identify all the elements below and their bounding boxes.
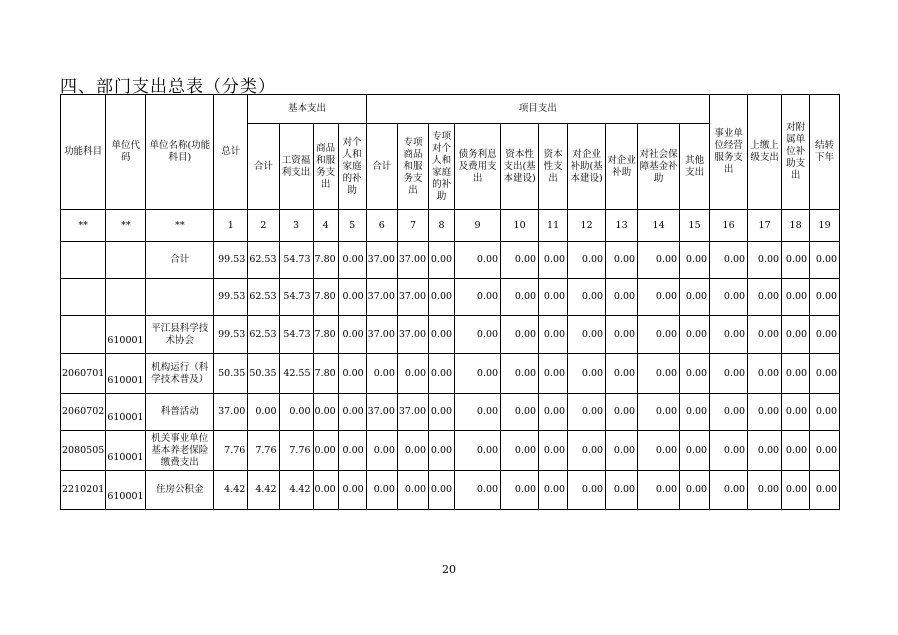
value-cell: 0.00: [397, 354, 428, 394]
index-cell: 16: [710, 210, 748, 242]
value-cell: 0.00: [539, 242, 568, 279]
value-cell: 0.00: [606, 431, 638, 471]
value-cell: 0.00: [606, 242, 638, 279]
value-cell: 0.00: [638, 431, 680, 471]
value-cell: 0.00: [366, 471, 397, 510]
value-cell: 0.00: [539, 394, 568, 431]
value-cell: 0.00: [568, 431, 606, 471]
header-project-col: 债务利息及费用支出: [455, 124, 501, 210]
value-cell: 0.00: [338, 242, 366, 279]
value-cell: 7.80: [313, 316, 338, 354]
value-cell: 0.00: [810, 354, 840, 394]
value-cell: 0.00: [810, 471, 840, 510]
func-code-cell: 2080505: [61, 431, 106, 471]
value-cell: 0.00: [710, 279, 748, 316]
value-cell: 54.73: [279, 316, 313, 354]
value-cell: 0.00: [338, 394, 366, 431]
index-cell: 8: [429, 210, 455, 242]
table-row: [61, 431, 840, 471]
value-cell: 62.53: [248, 242, 279, 279]
value-cell: 0.00: [748, 471, 782, 510]
value-cell: 0.00: [429, 279, 455, 316]
value-cell: 4.42: [279, 471, 313, 510]
page-number: 20: [442, 563, 456, 576]
expenditure-table: [60, 94, 840, 510]
header-project-col: 资本性支出: [539, 124, 568, 210]
header-tail-col: 对附属单位补助支出: [782, 95, 810, 210]
value-cell: 0.00: [501, 316, 539, 354]
header-project-col: 专项对个人和家庭的补助: [429, 124, 455, 210]
value-cell: 37.00: [366, 394, 397, 431]
value-cell: 7.80: [313, 354, 338, 394]
index-cell: 10: [501, 210, 539, 242]
page-title: 四、部门支出总表（分类）: [60, 77, 276, 97]
index-cell: 17: [748, 210, 782, 242]
value-cell: 7.76: [279, 431, 313, 471]
unit-code-cell: [106, 242, 146, 279]
index-row: [61, 210, 840, 242]
value-cell: 0.00: [810, 279, 840, 316]
value-cell: 0.00: [338, 316, 366, 354]
value-cell: 62.53: [248, 279, 279, 316]
value-cell: 0.00: [748, 354, 782, 394]
header-func-code: 功能科目: [61, 95, 106, 210]
value-cell: 0.00: [810, 316, 840, 354]
index-cell: 6: [366, 210, 397, 242]
value-cell: 0.00: [748, 279, 782, 316]
unit-name-cell: 科普活动: [146, 394, 214, 431]
value-cell: 37.00: [366, 316, 397, 354]
value-cell: 0.00: [455, 471, 501, 510]
value-cell: 0.00: [568, 242, 606, 279]
value-cell: 0.00: [429, 471, 455, 510]
value-cell: 0.00: [710, 316, 748, 354]
value-cell: 0.00: [455, 242, 501, 279]
value-cell: 99.53: [214, 279, 248, 316]
value-cell: 0.00: [680, 431, 710, 471]
unit-code-cell: 610001: [106, 394, 146, 431]
value-cell: 0.00: [606, 354, 638, 394]
value-cell: 0.00: [455, 431, 501, 471]
value-cell: 0.00: [638, 471, 680, 510]
header-unit-name: 单位名称(功能科目): [146, 95, 214, 210]
value-cell: 0.00: [501, 471, 539, 510]
value-cell: 0.00: [810, 242, 840, 279]
index-cell: 14: [638, 210, 680, 242]
value-cell: 0.00: [455, 316, 501, 354]
value-cell: 0.00: [748, 431, 782, 471]
value-cell: 0.00: [568, 354, 606, 394]
value-cell: 0.00: [782, 354, 810, 394]
value-cell: 0.00: [810, 394, 840, 431]
value-cell: 0.00: [782, 431, 810, 471]
value-cell: 0.00: [539, 471, 568, 510]
value-cell: 0.00: [501, 279, 539, 316]
func-code-cell: [61, 316, 106, 354]
value-cell: 0.00: [397, 471, 428, 510]
header-total: 总计: [214, 95, 248, 210]
value-cell: 4.42: [214, 471, 248, 510]
value-cell: 0.00: [539, 354, 568, 394]
header-project-col: 其他支出: [680, 124, 710, 210]
value-cell: 0.00: [338, 471, 366, 510]
index-cell: **: [106, 210, 146, 242]
value-cell: 0.00: [429, 354, 455, 394]
header-basic-col: 商品和服务支出: [313, 124, 338, 210]
header-project-col: 对社会保障基金补助: [638, 124, 680, 210]
header-basic-col: 合计: [248, 124, 279, 210]
index-cell: **: [146, 210, 214, 242]
value-cell: 0.00: [710, 431, 748, 471]
value-cell: 0.00: [710, 354, 748, 394]
value-cell: 0.00: [455, 394, 501, 431]
index-cell: 11: [539, 210, 568, 242]
value-cell: 37.00: [214, 394, 248, 431]
value-cell: 0.00: [606, 279, 638, 316]
value-cell: 0.00: [606, 471, 638, 510]
value-cell: 50.35: [248, 354, 279, 394]
index-cell: 19: [810, 210, 840, 242]
unit-name-cell: 住房公积金: [146, 471, 214, 510]
header-project-col: 对企业补助: [606, 124, 638, 210]
value-cell: 0.00: [366, 354, 397, 394]
unit-code-cell: [106, 279, 146, 316]
value-cell: 0.00: [680, 394, 710, 431]
value-cell: 0.00: [810, 431, 840, 471]
value-cell: 0.00: [313, 394, 338, 431]
index-cell: 18: [782, 210, 810, 242]
value-cell: 0.00: [539, 316, 568, 354]
header-project-col: 专项商品和服务支出: [397, 124, 428, 210]
index-cell: 13: [606, 210, 638, 242]
value-cell: 37.00: [366, 242, 397, 279]
value-cell: 0.00: [638, 279, 680, 316]
value-cell: 0.00: [397, 431, 428, 471]
header-project-col: 资本性支出(基本建设): [501, 124, 539, 210]
value-cell: 0.00: [338, 279, 366, 316]
unit-code-cell: 610001: [106, 471, 146, 510]
value-cell: 0.00: [782, 279, 810, 316]
value-cell: 0.00: [501, 242, 539, 279]
value-cell: 0.00: [313, 431, 338, 471]
value-cell: 37.00: [397, 279, 428, 316]
value-cell: 37.00: [397, 316, 428, 354]
header-tail-col: 事业单位经营服务支出: [710, 95, 748, 210]
header-tail-col: 结转下年: [810, 95, 840, 210]
value-cell: 0.00: [606, 394, 638, 431]
value-cell: 0.00: [501, 394, 539, 431]
value-cell: 0.00: [680, 354, 710, 394]
table-row: [61, 354, 840, 394]
index-cell: 15: [680, 210, 710, 242]
value-cell: 99.53: [214, 242, 248, 279]
index-cell: 2: [248, 210, 279, 242]
value-cell: 7.80: [313, 279, 338, 316]
table-row: [61, 316, 840, 354]
func-code-cell: 2210201: [61, 471, 106, 510]
unit-code-cell: 610001: [106, 354, 146, 394]
value-cell: 0.00: [429, 394, 455, 431]
header-unit-code: 单位代码: [106, 95, 146, 210]
value-cell: 0.00: [638, 242, 680, 279]
value-cell: 54.73: [279, 279, 313, 316]
value-cell: 0.00: [748, 242, 782, 279]
value-cell: 0.00: [248, 394, 279, 431]
value-cell: 0.00: [568, 394, 606, 431]
value-cell: 0.00: [338, 431, 366, 471]
value-cell: 0.00: [568, 471, 606, 510]
header-project-col: 对企业补助(基本建设): [568, 124, 606, 210]
table-row: [61, 279, 840, 316]
unit-name-cell: [146, 279, 214, 316]
header-basic-col: 对个人和家庭的补助: [338, 124, 366, 210]
value-cell: 37.00: [397, 242, 428, 279]
value-cell: 0.00: [680, 242, 710, 279]
func-code-cell: [61, 242, 106, 279]
value-cell: 0.00: [710, 394, 748, 431]
value-cell: 99.53: [214, 316, 248, 354]
value-cell: 0.00: [455, 354, 501, 394]
unit-code-cell: 610001: [106, 316, 146, 354]
value-cell: 0.00: [338, 354, 366, 394]
value-cell: 7.76: [214, 431, 248, 471]
header-basic-col: 工资福利支出: [279, 124, 313, 210]
value-cell: 42.55: [279, 354, 313, 394]
value-cell: 0.00: [539, 431, 568, 471]
value-cell: 0.00: [429, 242, 455, 279]
index-cell: 12: [568, 210, 606, 242]
value-cell: 0.00: [680, 471, 710, 510]
table-row: [61, 471, 840, 510]
table-row: [61, 242, 840, 279]
value-cell: 0.00: [501, 431, 539, 471]
value-cell: 0.00: [313, 471, 338, 510]
func-code-cell: [61, 279, 106, 316]
value-cell: 0.00: [455, 279, 501, 316]
value-cell: 0.00: [568, 279, 606, 316]
value-cell: 0.00: [638, 316, 680, 354]
unit-name-cell: 合计: [146, 242, 214, 279]
index-cell: 7: [397, 210, 428, 242]
value-cell: 0.00: [782, 316, 810, 354]
value-cell: 0.00: [366, 431, 397, 471]
value-cell: 7.80: [313, 242, 338, 279]
index-cell: 5: [338, 210, 366, 242]
unit-name-cell: 机构运行（科学技术普及）: [146, 354, 214, 394]
index-cell: 3: [279, 210, 313, 242]
index-cell: 9: [455, 210, 501, 242]
value-cell: 4.42: [248, 471, 279, 510]
value-cell: 0.00: [638, 394, 680, 431]
header-basic-group: 基本支出: [248, 95, 366, 124]
value-cell: 0.00: [501, 354, 539, 394]
value-cell: 0.00: [680, 279, 710, 316]
value-cell: 37.00: [366, 279, 397, 316]
header-project-col: 合计: [366, 124, 397, 210]
value-cell: 62.53: [248, 316, 279, 354]
value-cell: 37.00: [397, 394, 428, 431]
value-cell: 0.00: [539, 279, 568, 316]
value-cell: 54.73: [279, 242, 313, 279]
index-cell: **: [61, 210, 106, 242]
value-cell: 0.00: [748, 316, 782, 354]
value-cell: 0.00: [279, 394, 313, 431]
value-cell: 50.35: [214, 354, 248, 394]
func-code-cell: 2060702: [61, 394, 106, 431]
unit-name-cell: 机关事业单位基本养老保险缴费支出: [146, 431, 214, 471]
unit-code-cell: 610001: [106, 431, 146, 471]
value-cell: 0.00: [638, 354, 680, 394]
value-cell: 0.00: [782, 471, 810, 510]
func-code-cell: 2060701: [61, 354, 106, 394]
value-cell: 0.00: [568, 316, 606, 354]
unit-name-cell: 平江县科学技术协会: [146, 316, 214, 354]
value-cell: 0.00: [782, 242, 810, 279]
table-row: [61, 394, 840, 431]
header-project-group: 项目支出: [366, 95, 709, 124]
value-cell: 0.00: [606, 316, 638, 354]
value-cell: 0.00: [748, 394, 782, 431]
value-cell: 0.00: [429, 431, 455, 471]
value-cell: 0.00: [782, 394, 810, 431]
header-tail-col: 上缴上级支出: [748, 95, 782, 210]
value-cell: 0.00: [429, 316, 455, 354]
value-cell: 7.76: [248, 431, 279, 471]
index-cell: 1: [214, 210, 248, 242]
value-cell: 0.00: [710, 471, 748, 510]
value-cell: 0.00: [680, 316, 710, 354]
value-cell: 0.00: [710, 242, 748, 279]
index-cell: 4: [313, 210, 338, 242]
